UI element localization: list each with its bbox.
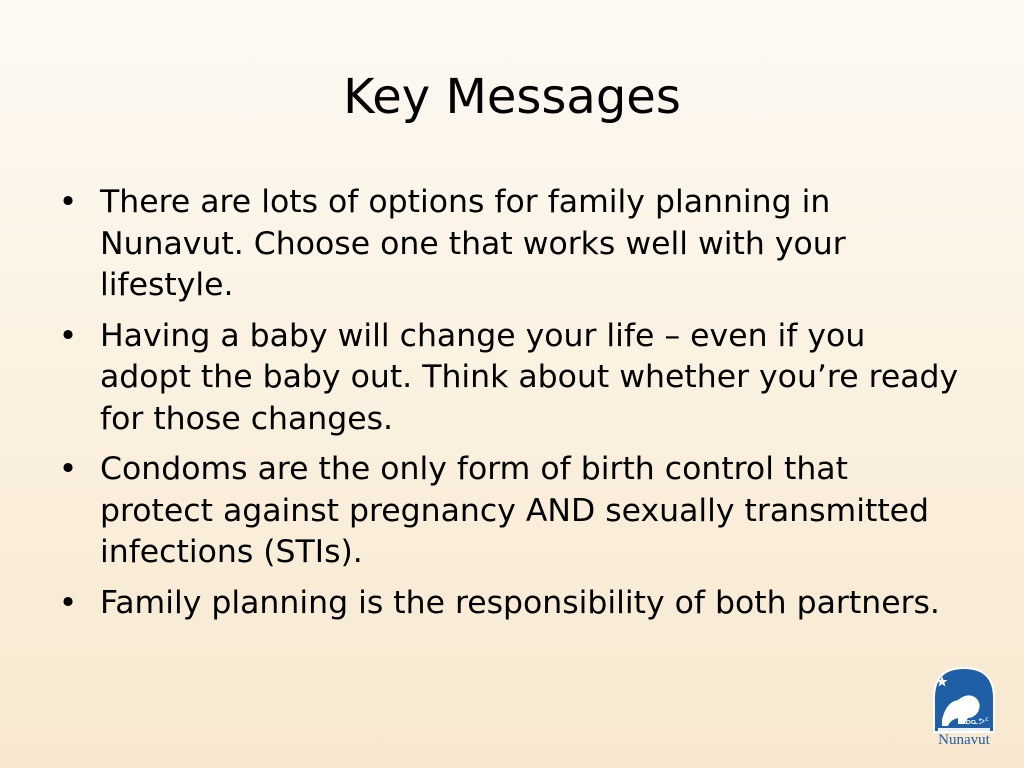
nunavut-logo: [928, 662, 1000, 748]
bullet-item: [58, 449, 960, 574]
bullet-item: [58, 182, 960, 307]
bullet-marker: •: [58, 317, 78, 354]
bullet-marker: •: [58, 584, 78, 621]
bullet-marker: •: [58, 184, 78, 220]
bullet-text: Family planning is the responsibility of both partners.: [100, 584, 940, 621]
bullet-item: [58, 583, 960, 625]
bullet-item: [58, 316, 960, 441]
nunavut-logo-icon: [928, 662, 1000, 748]
bullet-marker: •: [58, 451, 78, 487]
bullet-list: [58, 182, 960, 633]
svg-text:ᓄᓇᕗᑦ: ᓄᓇᕗᑦ: [963, 717, 989, 727]
bullet-text: There are lots of options for family planning in Nunavut. Choose one that works well with your lifestyle.: [100, 184, 846, 303]
bullet-text: Condoms are the only form of birth control that protect against pregnancy AND sexually transmitted infections (STIs).: [100, 451, 930, 570]
slide-title: Key Messages: [343, 69, 681, 125]
bullet-text: Having a baby will change your life – even if you adopt the baby out. Think about whether you’re ready for those changes.: [100, 317, 959, 437]
svg-text:Nunavut: Nunavut: [938, 732, 990, 748]
